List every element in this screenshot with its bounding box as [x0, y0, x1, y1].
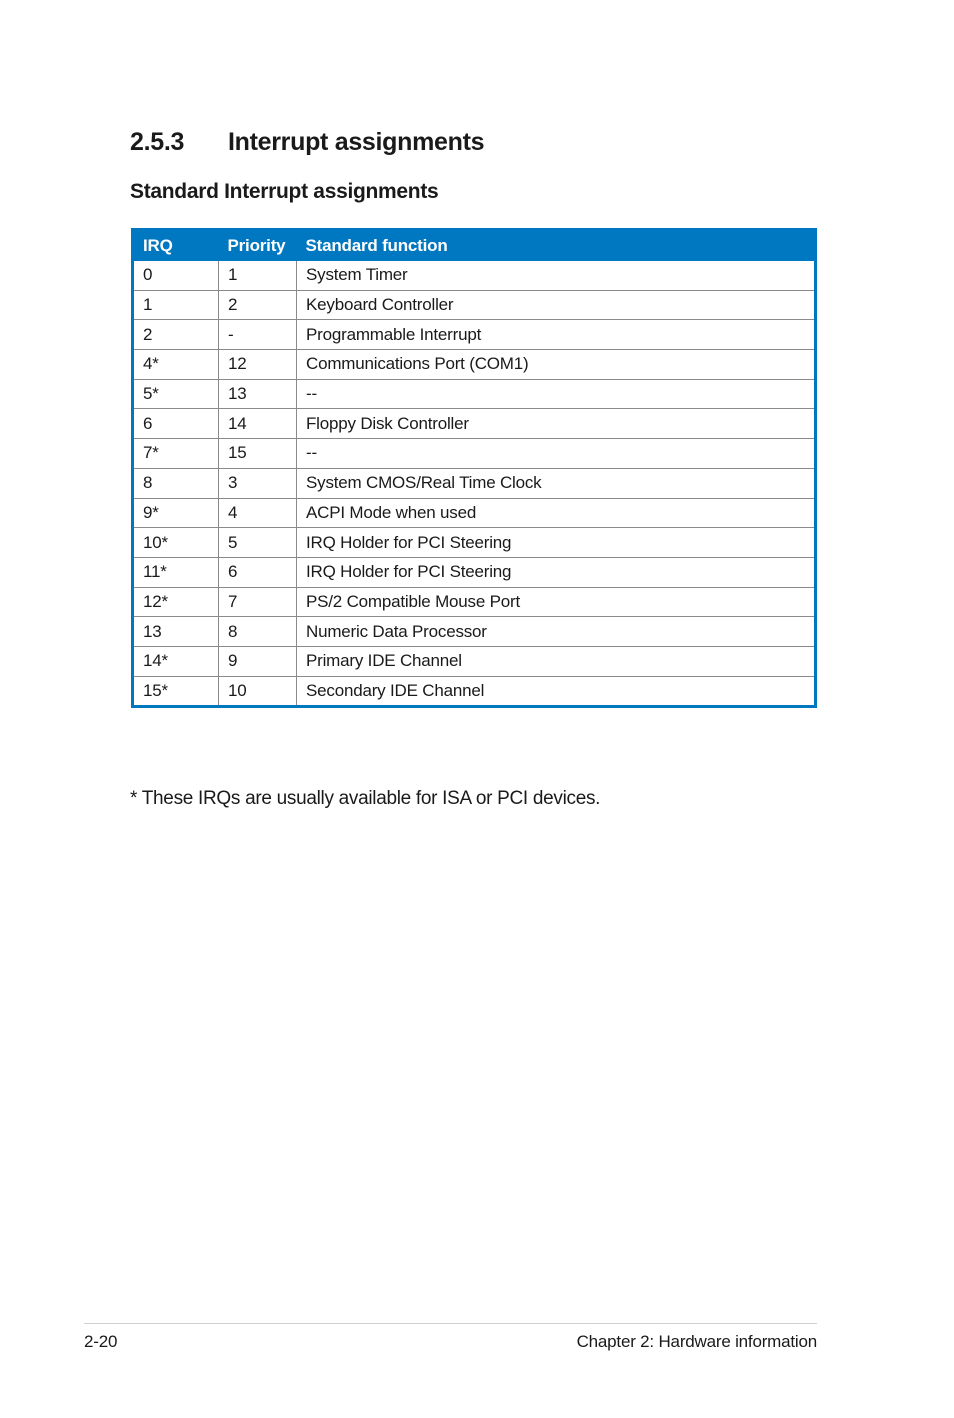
cell-irq: 5* [133, 379, 219, 409]
cell-irq: 13 [133, 617, 219, 647]
cell-priority: 1 [219, 261, 297, 290]
cell-irq: 11* [133, 557, 219, 587]
cell-irq: 1 [133, 290, 219, 320]
table-row [133, 646, 816, 676]
cell-irq: 6 [133, 409, 219, 439]
table-row [133, 350, 816, 380]
cell-function: System Timer [297, 261, 816, 290]
cell-function: PS/2 Compatible Mouse Port [297, 587, 816, 617]
cell-priority: 5 [219, 528, 297, 558]
footer-divider [84, 1323, 817, 1324]
cell-priority: 15 [219, 439, 297, 469]
cell-priority: 13 [219, 379, 297, 409]
cell-function: -- [297, 379, 816, 409]
cell-irq: 9* [133, 498, 219, 528]
cell-irq: 4* [133, 350, 219, 380]
cell-function: IRQ Holder for PCI Steering [297, 557, 816, 587]
table-row [133, 617, 816, 647]
cell-priority: 6 [219, 557, 297, 587]
table-header-row [133, 230, 816, 262]
footnote: * These IRQs are usually available for ISA or PCI devices. [130, 788, 601, 809]
cell-irq: 15* [133, 676, 219, 707]
table-row [133, 676, 816, 707]
table-row [133, 528, 816, 558]
table-row [133, 379, 816, 409]
table-row [133, 587, 816, 617]
cell-irq: 2 [133, 320, 219, 350]
cell-irq: 8 [133, 468, 219, 498]
cell-function: IRQ Holder for PCI Steering [297, 528, 816, 558]
cell-priority: 3 [219, 468, 297, 498]
cell-function: Primary IDE Channel [297, 646, 816, 676]
cell-function: Numeric Data Processor [297, 617, 816, 647]
table-row [133, 439, 816, 469]
page-number: 2-20 [84, 1332, 118, 1351]
cell-irq: 0 [143, 265, 153, 285]
cell-function: Secondary IDE Channel [297, 676, 816, 707]
table-row [133, 290, 816, 320]
cell-priority: 4 [219, 498, 297, 528]
cell-priority: 2 [219, 290, 297, 320]
cell-irq: 7* [133, 439, 219, 469]
cell-priority: - [219, 320, 297, 350]
cell-priority: 14 [219, 409, 297, 439]
header-standard-function: Standard function [297, 230, 816, 262]
cell-function: -- [297, 439, 816, 469]
table-row [133, 261, 816, 290]
chapter-title: Chapter 2: Hardware information [576, 1332, 817, 1351]
cell-function: Programmable Interrupt [297, 320, 816, 350]
cell-priority: 10 [219, 676, 297, 707]
cell-function: System CMOS/Real Time Clock [297, 468, 816, 498]
cell-priority: 9 [219, 646, 297, 676]
section-heading [130, 128, 484, 157]
cell-priority: 7 [219, 587, 297, 617]
cell-priority: 12 [219, 350, 297, 380]
cell-irq: 12* [133, 587, 219, 617]
cell-irq: 10* [133, 528, 219, 558]
cell-priority: 8 [219, 617, 297, 647]
cell-function: Floppy Disk Controller [297, 409, 816, 439]
cell-function: ACPI Mode when used [297, 498, 816, 528]
interrupt-table [131, 228, 817, 708]
cell-irq: 14* [133, 646, 219, 676]
table-row [133, 320, 816, 350]
header-priority: Priority [219, 230, 297, 262]
section-title: Interrupt assignments [228, 128, 485, 156]
cell-function: Communications Port (COM1) [297, 350, 816, 380]
table-row [133, 498, 816, 528]
table-heading: Standard Interrupt assignments [130, 180, 439, 203]
section-number: 2.5.3 [130, 128, 185, 156]
header-irq: IRQ [133, 230, 219, 262]
cell-function: Keyboard Controller [297, 290, 816, 320]
table-row [133, 409, 816, 439]
table-row [133, 468, 816, 498]
table-row [133, 557, 816, 587]
